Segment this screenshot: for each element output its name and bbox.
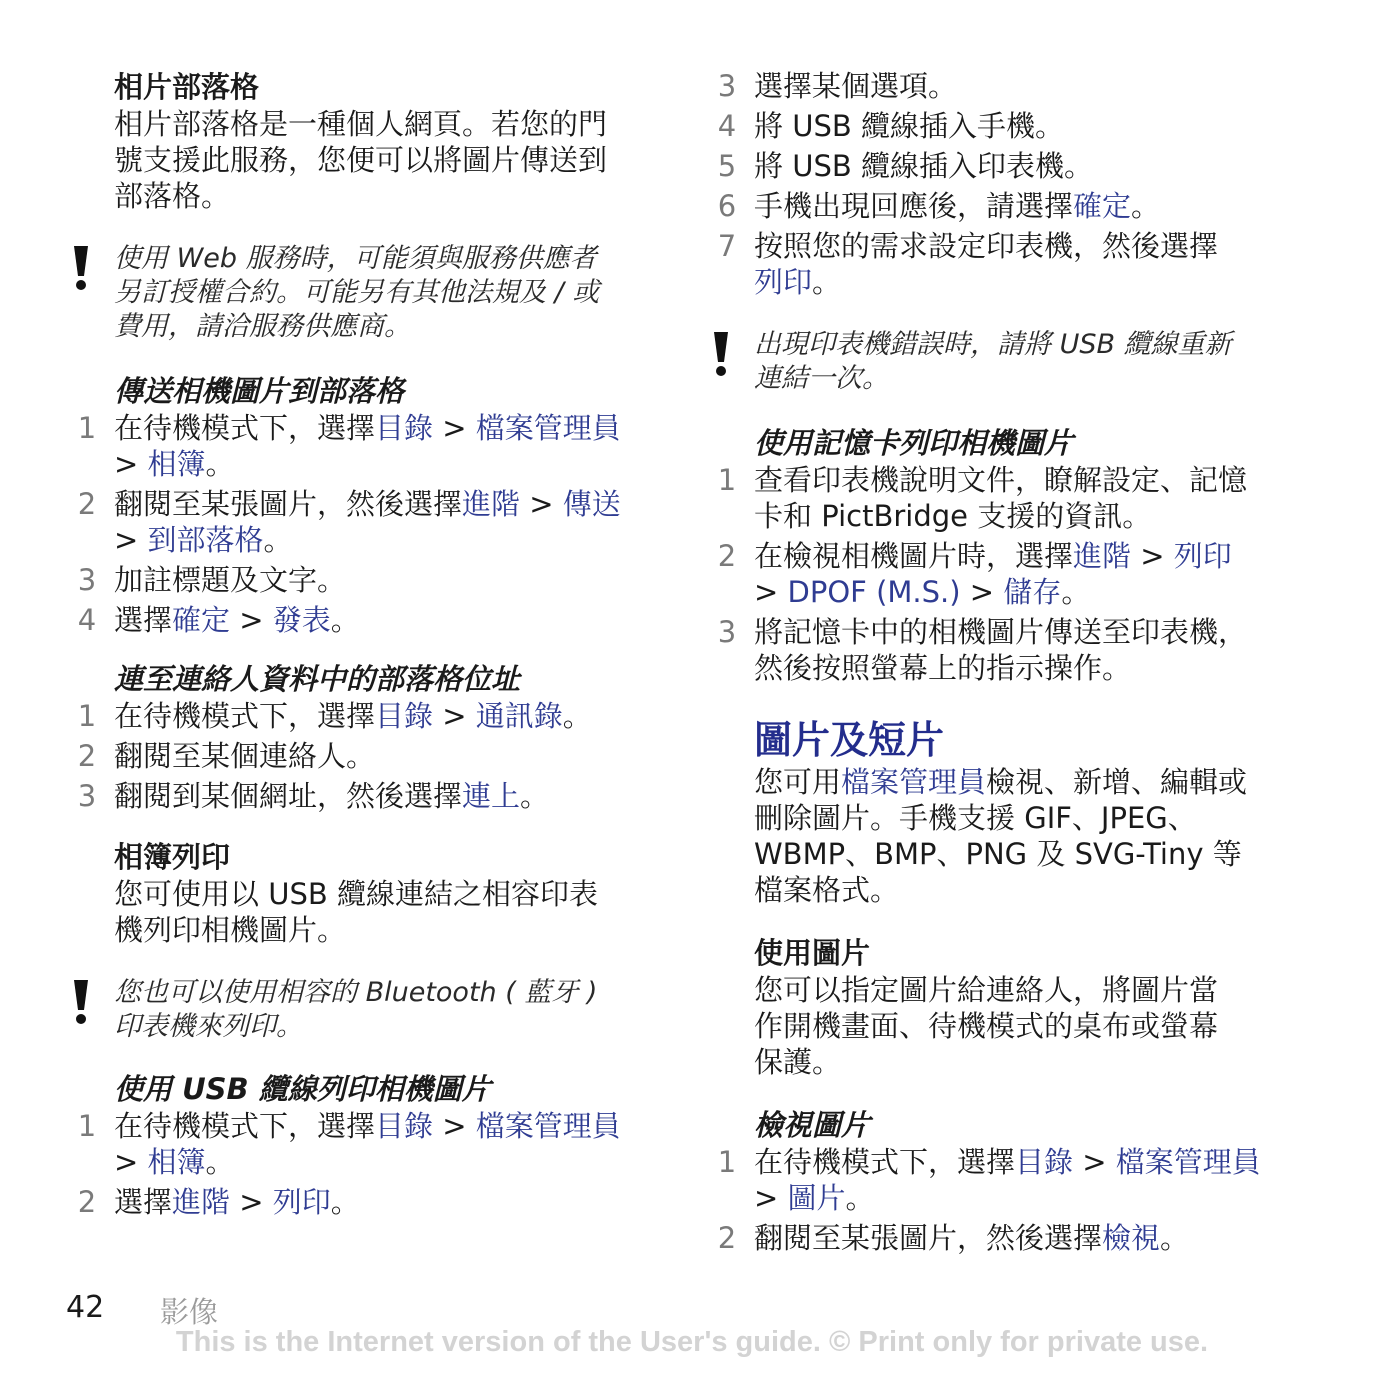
list-item: 7 按照您的需求設定印表機，然後選擇 列印。 — [717, 229, 1219, 299]
send-link[interactable]: 傳送 — [562, 487, 621, 521]
list-item: 1 查看印表機說明文件，瞭解設定、記憶 卡和 PictBridge 支援的資訊。 — [717, 463, 1248, 533]
album-link[interactable]: 相簿 — [147, 447, 206, 481]
file-manager-link[interactable]: 檔案管理員 — [475, 411, 621, 445]
advanced-link[interactable]: 進階 — [462, 487, 521, 521]
section-name: 影像 — [160, 1295, 219, 1329]
list-item: 6 手機出現回應後，請選擇確定。 — [717, 189, 1161, 223]
save-link[interactable]: 儲存 — [1003, 575, 1062, 609]
list-item: 3 將記憶卡中的相機圖片傳送至印表機， 然後按照螢幕上的指示操作。 — [717, 615, 1248, 685]
disclaimer-footer: This is the Internet version of the User's guide. © Print only for private use. — [175, 1326, 1209, 1358]
list-item: 2 翻閱至某張圖片，然後選擇檢視。 — [717, 1221, 1190, 1255]
list-item: 1 在待機模式下，選擇目錄 > 通訊錄。 — [77, 699, 592, 733]
list-item: 3 選擇某個選項。 — [717, 69, 958, 103]
advanced-link[interactable]: 進階 — [1073, 539, 1132, 573]
contact-blog-heading: 連至連絡人資料中的部落格位址 — [114, 662, 521, 696]
list-item: 5 將 USB 纜線插入印表機。 — [717, 149, 1093, 183]
pictures-link[interactable]: 圖片 — [787, 1181, 846, 1215]
list-item: 2 翻閱至某個連絡人。 — [77, 739, 376, 773]
list-item: 2 選擇進階 > 列印。 — [77, 1185, 360, 1219]
print-link[interactable]: 列印 — [754, 265, 813, 299]
go-to-link[interactable]: 連上 — [462, 779, 521, 813]
dpof-link[interactable]: DPOF (M.S.) — [787, 575, 961, 609]
publish-link[interactable]: 發表 — [272, 603, 331, 637]
right-column — [714, 68, 1314, 1256]
exclamation-icon — [710, 330, 732, 378]
use-pictures-intro: 您可以指定圖片給連絡人，將圖片當 作開機畫面、待機模式的桌布或螢幕 保護。 — [754, 973, 1219, 1079]
list-item: 1 在待機模式下，選擇目錄 > 檔案管理員 > 相簿。 — [77, 411, 621, 481]
list-item: 4 將 USB 纜線插入手機。 — [717, 109, 1064, 143]
view-link[interactable]: 檢視 — [1102, 1221, 1161, 1255]
list-item: 1 在待機模式下，選擇目錄 > 檔案管理員 > 圖片。 — [717, 1145, 1261, 1215]
exclamation-icon — [70, 978, 92, 1026]
file-manager-link[interactable]: 檔案管理員 — [1115, 1145, 1261, 1179]
photo-blog-title: 相片部落格 — [114, 70, 260, 104]
album-link[interactable]: 相簿 — [147, 1145, 206, 1179]
web-service-note: 使用 Web 服務時，可能須與服務供應者 另訂授權合約。可能另有其他法規及 / 或 費用，請洽服務供應商。 — [74, 242, 674, 344]
ok-link[interactable]: 確定 — [1073, 189, 1132, 223]
to-blog-link[interactable]: 到部落格 — [147, 523, 264, 557]
list-item: 2 在檢視相機圖片時，選擇進階 > 列印 > DPOF (M.S.) > 儲存。 — [717, 539, 1232, 609]
print-link[interactable]: 列印 — [1173, 539, 1232, 573]
photo-blog-intro: 相片部落格是一種個人網頁。若您的門 號支援此服務，您便可以將圖片傳送到 部落格。 — [114, 107, 608, 213]
printer-error-note: 出現印表機錯誤時，請將 USB 纜線重新 連結一次。 — [714, 328, 1314, 396]
view-pictures-heading: 檢視圖片 — [754, 1108, 871, 1142]
page-number: 42 — [66, 1290, 105, 1325]
album-print-title: 相簿列印 — [114, 840, 231, 874]
memory-card-print-heading: 使用記憶卡列印相機圖片 — [754, 426, 1074, 460]
list-item: 4 選擇確定 > 發表。 — [77, 603, 360, 637]
ok-link[interactable]: 確定 — [172, 603, 231, 637]
contacts-link[interactable]: 通訊錄 — [475, 699, 563, 733]
menu-link[interactable]: 目錄 — [375, 411, 434, 445]
menu-link[interactable]: 目錄 — [375, 699, 434, 733]
list-item: 3 翻閱到某個網址，然後選擇連上。 — [77, 779, 550, 813]
file-manager-link[interactable]: 檔案管理員 — [841, 765, 987, 799]
section-title: 圖片及短片 — [754, 718, 945, 762]
list-item: 1 在待機模式下，選擇目錄 > 檔案管理員 > 相簿。 — [77, 1109, 621, 1179]
exclamation-icon — [70, 244, 92, 292]
list-item: 3 加註標題及文字。 — [77, 563, 347, 597]
left-column — [74, 68, 674, 1220]
usb-print-heading: 使用 USB 纜線列印相機圖片 — [114, 1072, 491, 1106]
file-manager-link[interactable]: 檔案管理員 — [475, 1109, 621, 1143]
send-to-blog-heading: 傳送相機圖片到部落格 — [114, 374, 405, 408]
pictures-intro: 您可用檔案管理員檢視、新增、編輯或 刪除圖片。手機支援 GIF、JPEG、 WBMP、BMP、PNG 及 SVG-Tiny 等 檔案格式。 — [754, 765, 1248, 907]
list-item: 2 翻閱至某張圖片，然後選擇進階 > 傳送 > 到部落格。 — [77, 487, 621, 557]
advanced-link[interactable]: 進階 — [172, 1185, 231, 1219]
use-pictures-title: 使用圖片 — [754, 936, 871, 970]
menu-link[interactable]: 目錄 — [1015, 1145, 1074, 1179]
album-print-intro: 您可使用以 USB 纜線連結之相容印表 機列印相機圖片。 — [114, 877, 598, 947]
print-link[interactable]: 列印 — [272, 1185, 331, 1219]
bluetooth-note: 您也可以使用相容的 Bluetooth ( 藍牙 ) 印表機來列印。 — [74, 976, 674, 1044]
menu-link[interactable]: 目錄 — [375, 1109, 434, 1143]
